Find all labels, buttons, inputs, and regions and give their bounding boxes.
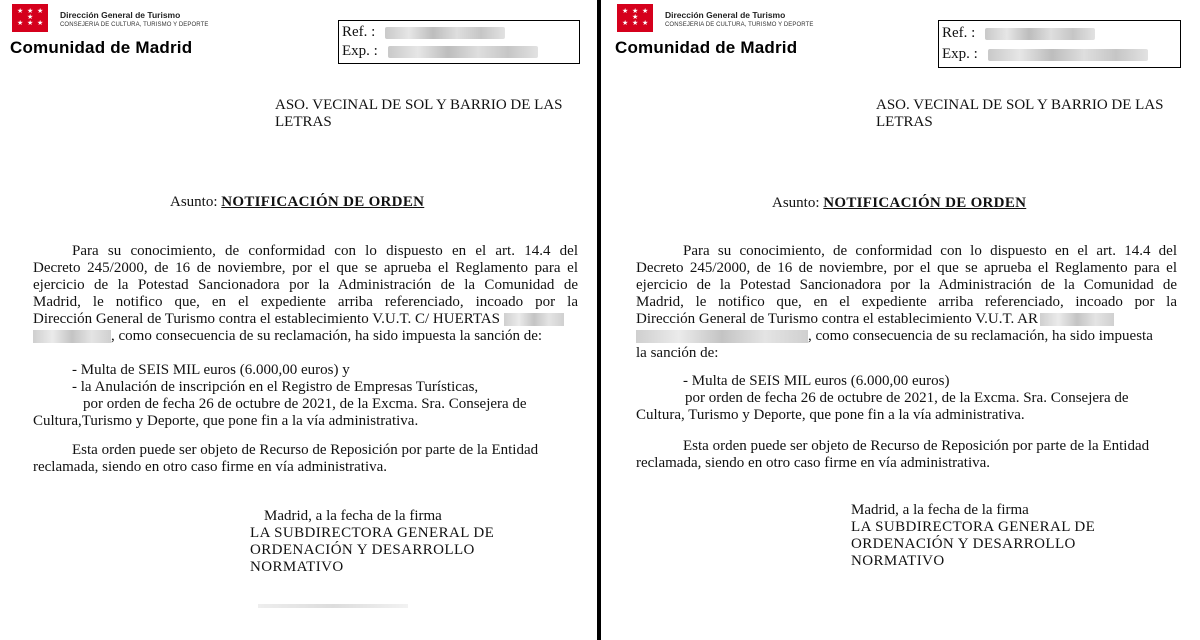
redacted-ref <box>385 27 505 39</box>
subject-value: NOTIFICACIÓN DE ORDEN <box>221 194 425 210</box>
signatory-title: ORDENACIÓN Y DESARROLLO <box>250 542 475 558</box>
paragraph-line: la sanción de: <box>636 345 719 361</box>
appeal-line: Esta orden puede ser objeto de Recurso de Reposición por parte de la Entidad <box>72 442 539 458</box>
subject-label: Asunto: <box>772 195 820 211</box>
paragraph-line: Decreto 245/2000, de 16 de noviembre, por el que se aprueba el Reglamento para el <box>33 260 578 276</box>
exp-label: Exp. : <box>942 46 978 62</box>
appeal-line: Esta orden puede ser objeto de Recurso de Reposición por parte de la Entidad <box>683 438 1150 454</box>
signatory-title: ORDENACIÓN Y DESARROLLO <box>851 536 1076 552</box>
addressee <box>275 97 563 131</box>
paragraph-line <box>33 328 578 345</box>
order-line: Cultura,Turismo y Deporte, que pone fin a la vía administrativa. <box>33 413 419 429</box>
department-name: Dirección General de Turismo <box>665 10 786 20</box>
ref-line <box>342 23 505 41</box>
addressee <box>876 97 1164 131</box>
exp-label: Exp. : <box>342 43 378 59</box>
signatory-title: NORMATIVO <box>851 553 945 569</box>
paragraph-line: Para su conocimiento, de conformidad con lo dispuesto en el art. 14.4 del <box>683 243 1177 259</box>
order-line: por orden de fecha 26 de octubre de 2021, de la Excma. Sra. Consejera de <box>685 390 1129 406</box>
department-name: Dirección General de Turismo <box>60 10 181 20</box>
redacted-exp <box>988 49 1148 61</box>
appeal-line: reclamada, siendo en otro caso firme en vía administrativa. <box>636 455 991 471</box>
ref-label: Ref. : <box>942 25 976 41</box>
addressee-line-1: ASO. VECINAL DE SOL Y BARRIO DE LAS <box>876 97 1164 113</box>
madrid-logo <box>615 2 845 60</box>
reference-box <box>938 20 1181 68</box>
paragraph-line: Madrid, le notifico que, en el expediente arriba referenciado, incoado por la <box>33 294 578 310</box>
establishment-text: Dirección General de Turismo contra el establecimiento V.U.T. C/ HUERTAS <box>33 311 500 327</box>
paragraph-line: ejercicio de la Potestad Sancionadora por la Administración de la Comunidad de <box>33 277 578 293</box>
redacted-ref <box>985 28 1095 40</box>
ministry-name: CONSEJERIA DE CULTURA, TURISMO Y DEPORTE <box>665 22 814 28</box>
ref-line <box>942 24 1095 42</box>
signatory-title: LA SUBDIRECTORA GENERAL DE <box>851 519 1096 535</box>
left-document <box>0 0 597 640</box>
madrid-logo <box>10 2 240 60</box>
region-name: Comunidad de Madrid <box>10 38 193 57</box>
appeal-line: reclamada, siendo en otro caso firme en vía administrativa. <box>33 459 388 475</box>
right-document <box>601 0 1200 640</box>
redacted-address <box>636 330 808 343</box>
sanction-item: - Multa de SEIS MIL euros (6.000,00 euros) <box>683 373 950 389</box>
ministry-name: CONSEJERIA DE CULTURA, TURISMO Y DEPORTE <box>60 22 209 28</box>
signature-date: Madrid, a la fecha de la firma <box>851 502 1029 518</box>
redacted-exp <box>388 46 538 58</box>
signatory-title: LA SUBDIRECTORA GENERAL DE <box>250 525 495 541</box>
sanction-item: - Multa de SEIS MIL euros (6.000,00 euros) y <box>72 362 350 378</box>
paragraph-line <box>636 328 1177 345</box>
reference-box <box>338 20 580 64</box>
subject <box>170 194 424 211</box>
ref-label: Ref. : <box>342 24 376 40</box>
madrid-flag-icon: ★ ★ ★ ★ ★ ★ ★ <box>617 4 653 32</box>
notice-paragraph <box>636 243 1177 362</box>
addressee-line-2: LETRAS <box>275 114 332 130</box>
consequence-text: , como consecuencia de su reclamación, ha sido impuesta <box>808 328 1153 344</box>
order-line: Cultura, Turismo y Deporte, que pone fin a la vía administrativa. <box>636 407 1025 423</box>
redacted-address <box>33 330 111 343</box>
paragraph-line <box>636 311 1177 328</box>
redacted-address <box>1040 313 1114 326</box>
paragraph-line <box>33 311 578 328</box>
addressee-line-1: ASO. VECINAL DE SOL Y BARRIO DE LAS <box>275 97 563 113</box>
subject <box>772 195 1026 212</box>
exp-line <box>342 42 538 60</box>
subject-label: Asunto: <box>170 194 218 210</box>
exp-line <box>942 45 1148 63</box>
sanction-item: - la Anulación de inscripción en el Registro de Empresas Turísticas, <box>72 379 479 395</box>
signatory-title: NORMATIVO <box>250 559 344 575</box>
region-name: Comunidad de Madrid <box>615 38 798 57</box>
faded-signature <box>258 604 408 608</box>
order-line: por orden de fecha 26 de octubre de 2021, de la Excma. Sra. Consejera de <box>83 396 527 412</box>
paragraph-line: Madrid, le notifico que, en el expediente arriba referenciado, incoado por la <box>636 294 1177 310</box>
consequence-text: , como consecuencia de su reclamación, ha sido impuesta la sanción de: <box>111 328 543 344</box>
subject-value: NOTIFICACIÓN DE ORDEN <box>823 195 1027 211</box>
addressee-line-2: LETRAS <box>876 114 933 130</box>
redacted-address <box>504 313 564 326</box>
signature-date: Madrid, a la fecha de la firma <box>264 508 442 524</box>
notice-paragraph <box>33 243 578 345</box>
establishment-text: Dirección General de Turismo contra el establecimiento V.U.T. AR <box>636 311 1038 327</box>
paragraph-line: ejercicio de la Potestad Sancionadora por la Administración de la Comunidad de <box>636 277 1177 293</box>
paragraph-line: Decreto 245/2000, de 16 de noviembre, por el que se aprueba el Reglamento para el <box>636 260 1177 276</box>
madrid-flag-icon: ★ ★ ★ ★ ★ ★ ★ <box>12 4 48 32</box>
paragraph-line: Para su conocimiento, de conformidad con lo dispuesto en el art. 14.4 del <box>72 243 578 259</box>
